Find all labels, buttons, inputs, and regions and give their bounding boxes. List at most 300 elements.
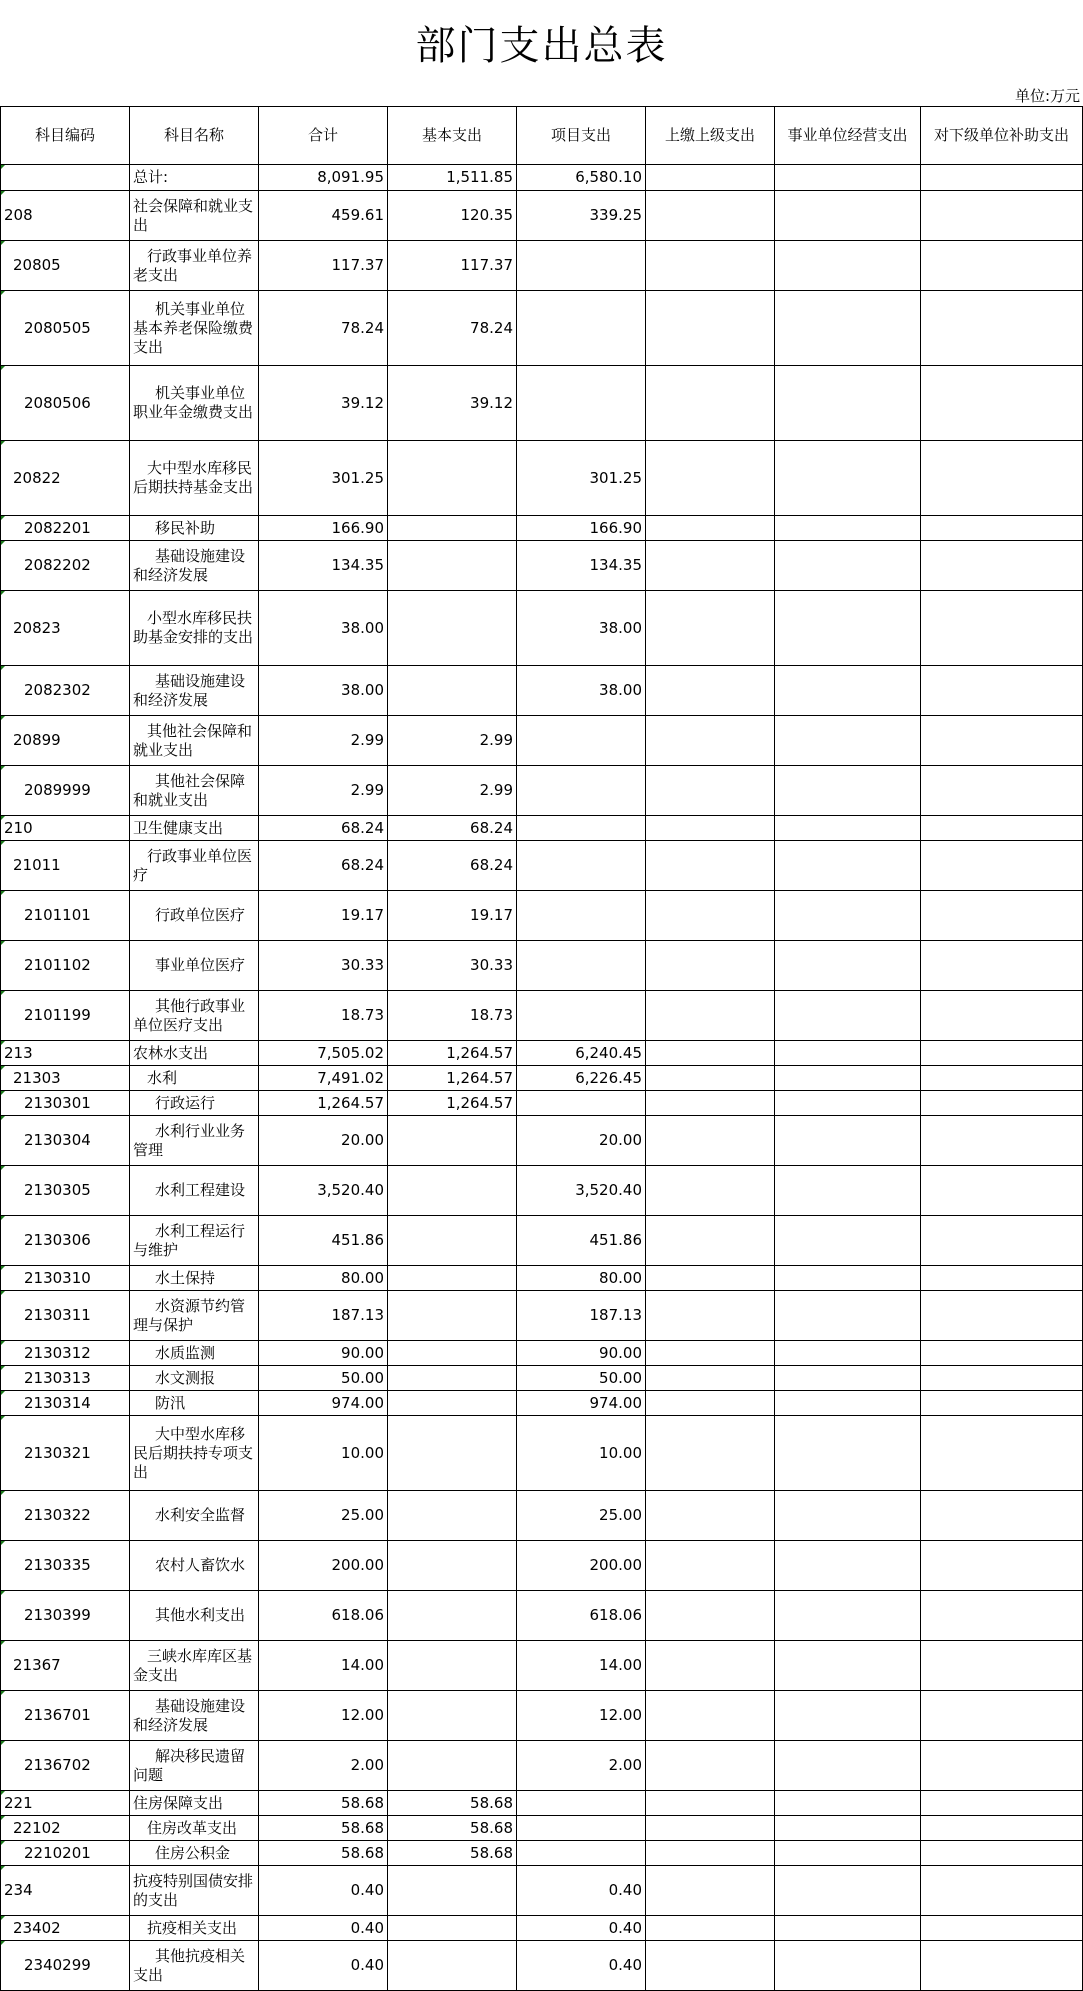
- cell-code: [1, 165, 130, 191]
- cell-code: 2130314: [1, 1391, 130, 1416]
- cell-project: 6,580.10: [517, 165, 646, 191]
- cell-upper: [646, 1416, 775, 1491]
- cell-total: 200.00: [259, 1541, 388, 1591]
- cell-upper: [646, 1391, 775, 1416]
- cell-total: 974.00: [259, 1391, 388, 1416]
- table-row: [1, 891, 1083, 941]
- header-upper: 上缴上级支出: [646, 107, 775, 165]
- cell-project: [517, 841, 646, 891]
- header-subsidy: 对下级单位补助支出: [921, 107, 1083, 165]
- cell-name: 小型水库移民扶助基金安排的支出: [130, 591, 259, 666]
- cell-project: [517, 366, 646, 441]
- cell-upper: [646, 1491, 775, 1541]
- table-row: [1, 816, 1083, 841]
- cell-project: 187.13: [517, 1291, 646, 1341]
- cell-business: [775, 1041, 921, 1066]
- cell-total: 14.00: [259, 1641, 388, 1691]
- cell-subsidy: [921, 941, 1083, 991]
- cell-basic: [388, 1591, 517, 1641]
- cell-total: 30.33: [259, 941, 388, 991]
- cell-project: 2.00: [517, 1741, 646, 1791]
- cell-name: 其他水利支出: [130, 1591, 259, 1641]
- table-row: [1, 766, 1083, 816]
- cell-name: 行政单位医疗: [130, 891, 259, 941]
- cell-name: 水利工程运行与维护: [130, 1216, 259, 1266]
- cell-total: 7,505.02: [259, 1041, 388, 1066]
- cell-basic: 18.73: [388, 991, 517, 1041]
- header-project: 项目支出: [517, 107, 646, 165]
- cell-project: 339.25: [517, 191, 646, 241]
- cell-subsidy: [921, 241, 1083, 291]
- cell-subsidy: [921, 516, 1083, 541]
- cell-total: 0.40: [259, 1916, 388, 1941]
- cell-subsidy: [921, 666, 1083, 716]
- cell-total: 301.25: [259, 441, 388, 516]
- cell-code: 234: [1, 1866, 130, 1916]
- cell-basic: 2.99: [388, 716, 517, 766]
- table-row: [1, 191, 1083, 241]
- cell-subsidy: [921, 816, 1083, 841]
- cell-project: 12.00: [517, 1691, 646, 1741]
- cell-business: [775, 1491, 921, 1541]
- cell-total: 68.24: [259, 816, 388, 841]
- cell-business: [775, 191, 921, 241]
- cell-code: 2101101: [1, 891, 130, 941]
- cell-name: 机关事业单位职业年金缴费支出: [130, 366, 259, 441]
- cell-upper: [646, 1041, 775, 1066]
- table-row: [1, 1091, 1083, 1116]
- cell-code: 208: [1, 191, 130, 241]
- cell-code: 210: [1, 816, 130, 841]
- cell-total: 38.00: [259, 666, 388, 716]
- cell-name: 抗疫特别国债安排的支出: [130, 1866, 259, 1916]
- cell-upper: [646, 1741, 775, 1791]
- cell-basic: 68.24: [388, 841, 517, 891]
- cell-code: 2130301: [1, 1091, 130, 1116]
- cell-code: 2130306: [1, 1216, 130, 1266]
- cell-subsidy: [921, 1366, 1083, 1391]
- cell-upper: [646, 291, 775, 366]
- cell-name: 住房公积金: [130, 1841, 259, 1866]
- table-row: [1, 1366, 1083, 1391]
- cell-name: 农林水支出: [130, 1041, 259, 1066]
- cell-business: [775, 1941, 921, 1991]
- cell-name: 水利工程建设: [130, 1166, 259, 1216]
- cell-subsidy: [921, 1916, 1083, 1941]
- cell-upper: [646, 1266, 775, 1291]
- table-row: [1, 666, 1083, 716]
- cell-subsidy: [921, 1166, 1083, 1216]
- cell-basic: [388, 1691, 517, 1741]
- cell-total: 78.24: [259, 291, 388, 366]
- table-row: [1, 1741, 1083, 1791]
- cell-name: 水土保持: [130, 1266, 259, 1291]
- cell-code: 21303: [1, 1066, 130, 1091]
- cell-upper: [646, 891, 775, 941]
- cell-business: [775, 1541, 921, 1591]
- cell-name: 行政事业单位养老支出: [130, 241, 259, 291]
- cell-name: 机关事业单位基本养老保险缴费支出: [130, 291, 259, 366]
- cell-business: [775, 1091, 921, 1116]
- cell-total: 58.68: [259, 1841, 388, 1866]
- table-row: [1, 441, 1083, 516]
- cell-code: 22102: [1, 1816, 130, 1841]
- cell-name: 水利: [130, 1066, 259, 1091]
- cell-project: [517, 991, 646, 1041]
- cell-total: 3,520.40: [259, 1166, 388, 1216]
- cell-project: 38.00: [517, 591, 646, 666]
- cell-name: 行政运行: [130, 1091, 259, 1116]
- table-row: [1, 1791, 1083, 1816]
- cell-project: [517, 241, 646, 291]
- cell-name: 基础设施建设和经济发展: [130, 666, 259, 716]
- cell-basic: [388, 1741, 517, 1791]
- cell-code: 2130335: [1, 1541, 130, 1591]
- cell-code: 2082302: [1, 666, 130, 716]
- cell-subsidy: [921, 1416, 1083, 1491]
- cell-basic: 120.35: [388, 191, 517, 241]
- cell-basic: 58.68: [388, 1816, 517, 1841]
- cell-total: 618.06: [259, 1591, 388, 1641]
- cell-upper: [646, 941, 775, 991]
- cell-project: [517, 716, 646, 766]
- cell-project: 134.35: [517, 541, 646, 591]
- cell-upper: [646, 1116, 775, 1166]
- cell-project: 6,226.45: [517, 1066, 646, 1091]
- cell-total: 187.13: [259, 1291, 388, 1341]
- cell-code: 2130310: [1, 1266, 130, 1291]
- cell-basic: [388, 1941, 517, 1991]
- cell-upper: [646, 1291, 775, 1341]
- cell-name: 解决移民遗留问题: [130, 1741, 259, 1791]
- cell-project: 301.25: [517, 441, 646, 516]
- cell-total: 12.00: [259, 1691, 388, 1741]
- table-row: [1, 841, 1083, 891]
- cell-code: 20899: [1, 716, 130, 766]
- cell-basic: 78.24: [388, 291, 517, 366]
- cell-upper: [646, 1816, 775, 1841]
- cell-upper: [646, 1091, 775, 1116]
- table-row: [1, 541, 1083, 591]
- cell-name: 水质监测: [130, 1341, 259, 1366]
- cell-business: [775, 591, 921, 666]
- cell-code: 221: [1, 1791, 130, 1816]
- cell-project: [517, 291, 646, 366]
- header-row: [1, 107, 1083, 165]
- cell-name: 水利行业业务管理: [130, 1116, 259, 1166]
- cell-name: 住房保障支出: [130, 1791, 259, 1816]
- cell-project: 200.00: [517, 1541, 646, 1591]
- cell-upper: [646, 991, 775, 1041]
- cell-basic: 117.37: [388, 241, 517, 291]
- cell-business: [775, 1791, 921, 1816]
- header-name: 科目名称: [130, 107, 259, 165]
- cell-subsidy: [921, 165, 1083, 191]
- cell-code: 2130312: [1, 1341, 130, 1366]
- cell-subsidy: [921, 191, 1083, 241]
- cell-project: 166.90: [517, 516, 646, 541]
- cell-upper: [646, 191, 775, 241]
- cell-subsidy: [921, 1116, 1083, 1166]
- cell-project: [517, 1091, 646, 1116]
- cell-code: 2101199: [1, 991, 130, 1041]
- cell-upper: [646, 541, 775, 591]
- cell-upper: [646, 1066, 775, 1091]
- cell-code: 2089999: [1, 766, 130, 816]
- cell-business: [775, 165, 921, 191]
- cell-project: 451.86: [517, 1216, 646, 1266]
- cell-name: 三峡水库库区基金支出: [130, 1641, 259, 1691]
- cell-name: 移民补助: [130, 516, 259, 541]
- cell-total: 0.40: [259, 1866, 388, 1916]
- cell-subsidy: [921, 591, 1083, 666]
- cell-name: 其他社会保障和就业支出: [130, 716, 259, 766]
- table-row: [1, 1291, 1083, 1341]
- cell-code: 2080505: [1, 291, 130, 366]
- cell-business: [775, 1366, 921, 1391]
- cell-project: 6,240.45: [517, 1041, 646, 1066]
- cell-subsidy: [921, 1341, 1083, 1366]
- cell-business: [775, 1741, 921, 1791]
- cell-business: [775, 1691, 921, 1741]
- cell-project: 50.00: [517, 1366, 646, 1391]
- expenditure-table: [0, 106, 1083, 1991]
- cell-subsidy: [921, 291, 1083, 366]
- cell-business: [775, 1641, 921, 1691]
- cell-project: 0.40: [517, 1916, 646, 1941]
- cell-upper: [646, 1216, 775, 1266]
- table-row: [1, 1941, 1083, 1991]
- cell-code: 2340299: [1, 1941, 130, 1991]
- cell-total: 80.00: [259, 1266, 388, 1291]
- cell-name: 农村人畜饮水: [130, 1541, 259, 1591]
- cell-code: 21011: [1, 841, 130, 891]
- cell-basic: [388, 441, 517, 516]
- cell-business: [775, 1916, 921, 1941]
- cell-project: [517, 766, 646, 816]
- table-row: [1, 1816, 1083, 1841]
- cell-name: 大中型水库移民后期扶持基金支出: [130, 441, 259, 516]
- cell-basic: [388, 666, 517, 716]
- cell-code: 23402: [1, 1916, 130, 1941]
- cell-total: 166.90: [259, 516, 388, 541]
- unit-label: 单位:万元: [1014, 87, 1080, 105]
- cell-business: [775, 441, 921, 516]
- cell-project: 38.00: [517, 666, 646, 716]
- cell-project: 3,520.40: [517, 1166, 646, 1216]
- cell-basic: 1,264.57: [388, 1066, 517, 1091]
- cell-project: 0.40: [517, 1866, 646, 1916]
- cell-subsidy: [921, 1091, 1083, 1116]
- cell-project: [517, 1841, 646, 1866]
- cell-basic: [388, 541, 517, 591]
- cell-name: 水利安全监督: [130, 1491, 259, 1541]
- cell-total: 68.24: [259, 841, 388, 891]
- cell-upper: [646, 165, 775, 191]
- table-row: [1, 165, 1083, 191]
- cell-subsidy: [921, 1816, 1083, 1841]
- cell-subsidy: [921, 991, 1083, 1041]
- cell-basic: [388, 1266, 517, 1291]
- table-row: [1, 1691, 1083, 1741]
- table-row: [1, 1066, 1083, 1091]
- cell-upper: [646, 591, 775, 666]
- cell-subsidy: [921, 1391, 1083, 1416]
- cell-name: 卫生健康支出: [130, 816, 259, 841]
- cell-basic: [388, 591, 517, 666]
- cell-business: [775, 366, 921, 441]
- cell-total: 90.00: [259, 1341, 388, 1366]
- cell-name: 其他社会保障和就业支出: [130, 766, 259, 816]
- table-row: [1, 1916, 1083, 1941]
- cell-basic: [388, 1341, 517, 1366]
- cell-total: 25.00: [259, 1491, 388, 1541]
- cell-upper: [646, 1641, 775, 1691]
- table-row: [1, 366, 1083, 441]
- cell-basic: [388, 516, 517, 541]
- cell-basic: 68.24: [388, 816, 517, 841]
- cell-subsidy: [921, 1066, 1083, 1091]
- cell-project: 25.00: [517, 1491, 646, 1541]
- cell-project: 0.40: [517, 1941, 646, 1991]
- cell-upper: [646, 1366, 775, 1391]
- cell-project: 80.00: [517, 1266, 646, 1291]
- cell-code: 2101102: [1, 941, 130, 991]
- cell-business: [775, 1216, 921, 1266]
- cell-basic: [388, 1641, 517, 1691]
- cell-subsidy: [921, 1941, 1083, 1991]
- table-row: [1, 1416, 1083, 1491]
- cell-code: 213: [1, 1041, 130, 1066]
- cell-subsidy: [921, 1791, 1083, 1816]
- cell-code: 21367: [1, 1641, 130, 1691]
- cell-business: [775, 941, 921, 991]
- cell-upper: [646, 1341, 775, 1366]
- cell-subsidy: [921, 1216, 1083, 1266]
- header-total: 合计: [259, 107, 388, 165]
- cell-project: [517, 1791, 646, 1816]
- cell-project: [517, 816, 646, 841]
- cell-project: [517, 891, 646, 941]
- cell-name: 事业单位医疗: [130, 941, 259, 991]
- cell-business: [775, 1841, 921, 1866]
- cell-business: [775, 1066, 921, 1091]
- cell-basic: [388, 1391, 517, 1416]
- table-row: [1, 591, 1083, 666]
- cell-upper: [646, 1941, 775, 1991]
- cell-total: 2.00: [259, 1741, 388, 1791]
- cell-business: [775, 1816, 921, 1841]
- cell-total: 39.12: [259, 366, 388, 441]
- cell-business: [775, 766, 921, 816]
- cell-upper: [646, 716, 775, 766]
- cell-basic: [388, 1416, 517, 1491]
- cell-code: 2130311: [1, 1291, 130, 1341]
- cell-business: [775, 891, 921, 941]
- cell-business: [775, 841, 921, 891]
- page-title: 部门支出总表: [415, 23, 668, 69]
- cell-code: 2082202: [1, 541, 130, 591]
- cell-project: 10.00: [517, 1416, 646, 1491]
- table-row: [1, 1266, 1083, 1291]
- cell-total: 134.35: [259, 541, 388, 591]
- cell-name: 其他行政事业单位医疗支出: [130, 991, 259, 1041]
- cell-business: [775, 516, 921, 541]
- cell-business: [775, 1266, 921, 1291]
- cell-basic: [388, 1366, 517, 1391]
- cell-upper: [646, 1841, 775, 1866]
- cell-upper: [646, 1791, 775, 1816]
- cell-upper: [646, 666, 775, 716]
- header-basic: 基本支出: [388, 107, 517, 165]
- cell-total: 58.68: [259, 1791, 388, 1816]
- cell-subsidy: [921, 1491, 1083, 1541]
- cell-total: 117.37: [259, 241, 388, 291]
- cell-subsidy: [921, 1866, 1083, 1916]
- cell-business: [775, 1591, 921, 1641]
- cell-basic: 58.68: [388, 1841, 517, 1866]
- cell-name: 水资源节约管理与保护: [130, 1291, 259, 1341]
- cell-project: [517, 941, 646, 991]
- cell-code: 2130313: [1, 1366, 130, 1391]
- cell-subsidy: [921, 766, 1083, 816]
- cell-code: 2130322: [1, 1491, 130, 1541]
- table-row: [1, 1166, 1083, 1216]
- cell-subsidy: [921, 1266, 1083, 1291]
- cell-business: [775, 1416, 921, 1491]
- cell-upper: [646, 1691, 775, 1741]
- table-row: [1, 1641, 1083, 1691]
- cell-subsidy: [921, 1591, 1083, 1641]
- cell-upper: [646, 841, 775, 891]
- cell-code: 2136701: [1, 1691, 130, 1741]
- cell-subsidy: [921, 891, 1083, 941]
- table-row: [1, 516, 1083, 541]
- cell-code: 2130305: [1, 1166, 130, 1216]
- table-row: [1, 941, 1083, 991]
- cell-total: 19.17: [259, 891, 388, 941]
- cell-name: 防汛: [130, 1391, 259, 1416]
- cell-upper: [646, 516, 775, 541]
- cell-basic: [388, 1491, 517, 1541]
- cell-code: 2130399: [1, 1591, 130, 1641]
- cell-project: 20.00: [517, 1116, 646, 1166]
- cell-name: 抗疫相关支出: [130, 1916, 259, 1941]
- cell-name: 基础设施建设和经济发展: [130, 541, 259, 591]
- cell-subsidy: [921, 1041, 1083, 1066]
- cell-basic: [388, 1916, 517, 1941]
- cell-project: 14.00: [517, 1641, 646, 1691]
- cell-code: 20822: [1, 441, 130, 516]
- cell-basic: 58.68: [388, 1791, 517, 1816]
- cell-code: 2080506: [1, 366, 130, 441]
- cell-business: [775, 991, 921, 1041]
- cell-subsidy: [921, 1641, 1083, 1691]
- cell-total: 459.61: [259, 191, 388, 241]
- table-row: [1, 1391, 1083, 1416]
- cell-name: 住房改革支出: [130, 1816, 259, 1841]
- cell-upper: [646, 241, 775, 291]
- cell-name: 总计:: [130, 165, 259, 191]
- cell-total: 58.68: [259, 1816, 388, 1841]
- cell-subsidy: [921, 366, 1083, 441]
- cell-name: 水文测报: [130, 1366, 259, 1391]
- table-row: [1, 1591, 1083, 1641]
- cell-business: [775, 666, 921, 716]
- table-row: [1, 241, 1083, 291]
- cell-total: 50.00: [259, 1366, 388, 1391]
- cell-name: 社会保障和就业支出: [130, 191, 259, 241]
